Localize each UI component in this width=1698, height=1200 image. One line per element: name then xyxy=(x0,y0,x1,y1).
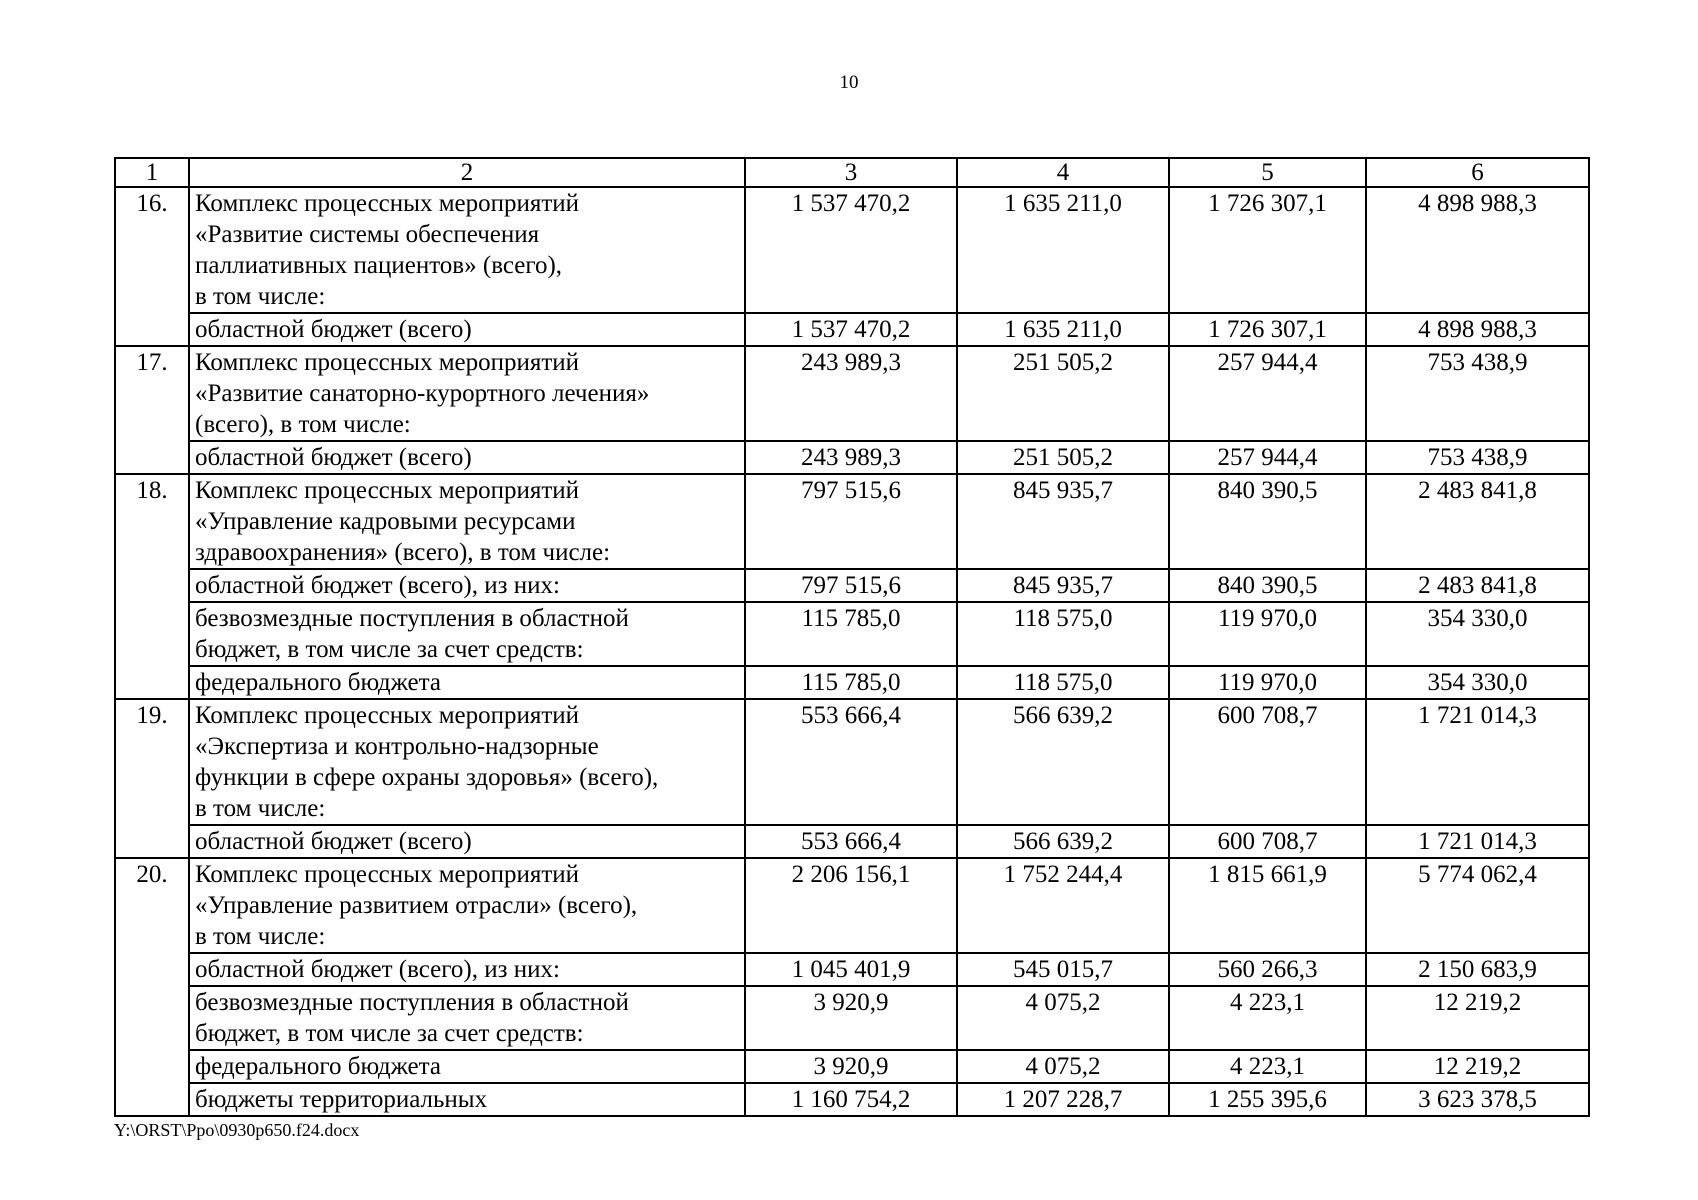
description-line: «Экспертиза и контрольно-надзорные xyxy=(195,733,599,760)
value-col-5: 1 726 307,1 xyxy=(1169,313,1366,346)
item-description xyxy=(189,986,745,1050)
table-row xyxy=(115,858,1589,953)
table-row xyxy=(115,666,1589,699)
value-col-4: 4 075,2 xyxy=(957,1050,1169,1083)
value-col-4: 1 752 244,4 xyxy=(957,858,1169,953)
description-line: функции в сфере охраны здоровья» (всего), xyxy=(195,764,659,791)
footer-file-path: Y:\ORST\Ppo\0930p650.f24.docx xyxy=(114,1120,360,1140)
item-description xyxy=(189,953,745,986)
item-description xyxy=(189,666,745,699)
table-row xyxy=(115,346,1589,441)
value-col-5: 600 708,7 xyxy=(1169,699,1366,825)
value-col-4: 845 935,7 xyxy=(957,569,1169,602)
item-number: 18. xyxy=(115,474,189,699)
description-line: Комплекс процессных мероприятий xyxy=(195,190,580,217)
value-col-4: 566 639,2 xyxy=(957,699,1169,825)
value-col-4: 118 575,0 xyxy=(957,666,1169,699)
column-number-1: 1 xyxy=(115,158,189,187)
description-line: Комплекс процессных мероприятий xyxy=(195,702,580,729)
value-col-5: 4 223,1 xyxy=(1169,986,1366,1050)
description-line: бюджет, в том числе за счет средств: xyxy=(195,636,584,663)
table-row xyxy=(115,953,1589,986)
table-row xyxy=(115,1083,1589,1116)
value-col-5: 257 944,4 xyxy=(1169,346,1366,441)
value-col-6: 2 483 841,8 xyxy=(1366,474,1589,569)
value-col-6: 354 330,0 xyxy=(1366,602,1589,666)
description-line: безвозмездные поступления в областной xyxy=(195,605,629,632)
item-description xyxy=(189,474,745,569)
page-number: 10 xyxy=(839,72,859,93)
description-line: «Развитие системы обеспечения xyxy=(195,221,540,248)
value-col-4: 1 207 228,7 xyxy=(957,1083,1169,1116)
value-col-4: 1 635 211,0 xyxy=(957,313,1169,346)
value-col-5: 560 266,3 xyxy=(1169,953,1366,986)
description-line: бюджеты территориальных xyxy=(195,1086,488,1113)
table-row xyxy=(115,313,1589,346)
value-col-4: 251 505,2 xyxy=(957,441,1169,474)
value-col-3: 115 785,0 xyxy=(745,602,957,666)
value-col-3: 1 160 754,2 xyxy=(745,1083,957,1116)
value-col-4: 118 575,0 xyxy=(957,602,1169,666)
description-line: (всего), в том числе: xyxy=(195,411,411,438)
column-number-3: 3 xyxy=(745,158,957,187)
value-col-3: 3 920,9 xyxy=(745,1050,957,1083)
column-number-row xyxy=(115,158,1589,187)
item-description xyxy=(189,569,745,602)
value-col-5: 840 390,5 xyxy=(1169,474,1366,569)
item-description xyxy=(189,602,745,666)
item-description xyxy=(189,825,745,858)
table-row xyxy=(115,474,1589,569)
table-row xyxy=(115,1050,1589,1083)
value-col-5: 600 708,7 xyxy=(1169,825,1366,858)
value-col-3: 553 666,4 xyxy=(745,825,957,858)
column-number-5: 5 xyxy=(1169,158,1366,187)
item-description xyxy=(189,441,745,474)
value-col-3: 2 206 156,1 xyxy=(745,858,957,953)
table-row xyxy=(115,569,1589,602)
item-number: 20. xyxy=(115,858,189,1116)
description-line: бюджет, в том числе за счет средств: xyxy=(195,1020,584,1047)
value-col-6: 1 721 014,3 xyxy=(1366,825,1589,858)
column-number-2: 2 xyxy=(189,158,745,187)
description-line: «Управление кадровыми ресурсами xyxy=(195,508,576,535)
description-line: федерального бюджета xyxy=(195,669,441,696)
description-line: Комплекс процессных мероприятий xyxy=(195,477,580,504)
value-col-3: 243 989,3 xyxy=(745,441,957,474)
budget-table xyxy=(114,157,1590,1117)
value-col-3: 115 785,0 xyxy=(745,666,957,699)
description-line: «Развитие санаторно-курортного лечения» xyxy=(195,380,650,407)
table-row xyxy=(115,441,1589,474)
value-col-6: 753 438,9 xyxy=(1366,441,1589,474)
description-line: «Управление развитием отрасли» (всего), xyxy=(195,892,638,919)
value-col-3: 797 515,6 xyxy=(745,474,957,569)
value-col-5: 1 255 395,6 xyxy=(1169,1083,1366,1116)
description-line: областной бюджет (всего) xyxy=(195,828,472,855)
value-col-4: 251 505,2 xyxy=(957,346,1169,441)
item-description xyxy=(189,187,745,313)
description-line: областной бюджет (всего), из них: xyxy=(195,956,560,983)
value-col-5: 119 970,0 xyxy=(1169,602,1366,666)
description-line: в том числе: xyxy=(195,795,326,822)
value-col-4: 4 075,2 xyxy=(957,986,1169,1050)
description-line: здравоохранения» (всего), в том числе: xyxy=(195,539,611,566)
value-col-6: 2 150 683,9 xyxy=(1366,953,1589,986)
description-line: Комплекс процессных мероприятий xyxy=(195,861,580,888)
value-col-6: 12 219,2 xyxy=(1366,1050,1589,1083)
item-description xyxy=(189,346,745,441)
description-line: Комплекс процессных мероприятий xyxy=(195,349,580,376)
value-col-4: 566 639,2 xyxy=(957,825,1169,858)
value-col-3: 1 537 470,2 xyxy=(745,313,957,346)
value-col-5: 257 944,4 xyxy=(1169,441,1366,474)
table-row xyxy=(115,825,1589,858)
value-col-6: 4 898 988,3 xyxy=(1366,313,1589,346)
value-col-3: 553 666,4 xyxy=(745,699,957,825)
description-line: в том числе: xyxy=(195,923,326,950)
value-col-4: 845 935,7 xyxy=(957,474,1169,569)
value-col-6: 5 774 062,4 xyxy=(1366,858,1589,953)
value-col-3: 797 515,6 xyxy=(745,569,957,602)
table-row xyxy=(115,602,1589,666)
value-col-6: 354 330,0 xyxy=(1366,666,1589,699)
value-col-3: 3 920,9 xyxy=(745,986,957,1050)
item-description xyxy=(189,858,745,953)
value-col-5: 840 390,5 xyxy=(1169,569,1366,602)
description-line: федерального бюджета xyxy=(195,1053,441,1080)
value-col-6: 753 438,9 xyxy=(1366,346,1589,441)
value-col-4: 1 635 211,0 xyxy=(957,187,1169,313)
item-number: 16. xyxy=(115,187,189,346)
column-number-6: 6 xyxy=(1366,158,1589,187)
column-number-4: 4 xyxy=(957,158,1169,187)
item-description xyxy=(189,699,745,825)
value-col-3: 1 045 401,9 xyxy=(745,953,957,986)
value-col-5: 1 726 307,1 xyxy=(1169,187,1366,313)
table-row xyxy=(115,986,1589,1050)
description-line: безвозмездные поступления в областной xyxy=(195,989,629,1016)
table-row xyxy=(115,187,1589,313)
description-line: областной бюджет (всего), из них: xyxy=(195,572,560,599)
table-row xyxy=(115,699,1589,825)
value-col-5: 1 815 661,9 xyxy=(1169,858,1366,953)
table-body xyxy=(115,158,1589,1116)
value-col-3: 1 537 470,2 xyxy=(745,187,957,313)
item-description xyxy=(189,1083,745,1116)
description-line: областной бюджет (всего) xyxy=(195,316,472,343)
value-col-6: 1 721 014,3 xyxy=(1366,699,1589,825)
value-col-3: 243 989,3 xyxy=(745,346,957,441)
description-line: паллиативных пациентов» (всего), xyxy=(195,252,563,279)
item-number: 19. xyxy=(115,699,189,858)
value-col-5: 119 970,0 xyxy=(1169,666,1366,699)
description-line: областной бюджет (всего) xyxy=(195,444,472,471)
value-col-4: 545 015,7 xyxy=(957,953,1169,986)
item-description xyxy=(189,313,745,346)
value-col-6: 2 483 841,8 xyxy=(1366,569,1589,602)
item-number: 17. xyxy=(115,346,189,474)
value-col-6: 4 898 988,3 xyxy=(1366,187,1589,313)
value-col-6: 12 219,2 xyxy=(1366,986,1589,1050)
item-description xyxy=(189,1050,745,1083)
value-col-5: 4 223,1 xyxy=(1169,1050,1366,1083)
description-line: в том числе: xyxy=(195,283,326,310)
value-col-6: 3 623 378,5 xyxy=(1366,1083,1589,1116)
